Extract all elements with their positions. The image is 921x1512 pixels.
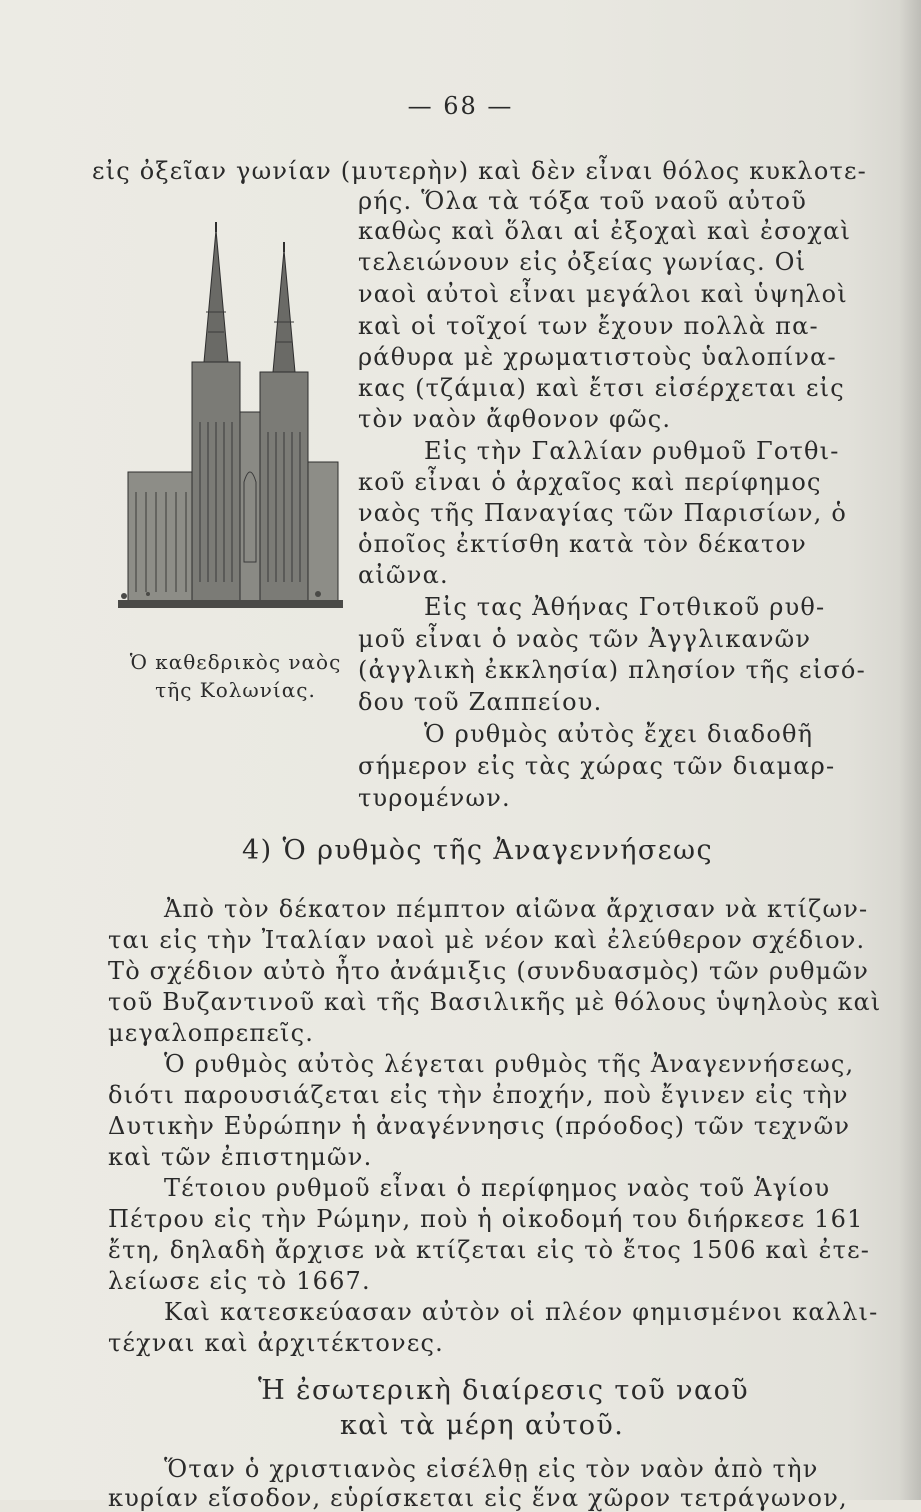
text-line: (ἀγγλικὴ ἐκκλησία) πλησίον τῆς εἰσό- <box>358 656 866 684</box>
text-line: Ἀπὸ τὸν δέκατον πέμπτον αἰῶνα ἄρχισαν νὰ κτίζων- <box>164 895 869 923</box>
text-line: ὁποῖος ἐκτίσθη κατὰ τὸν δέκατον <box>358 530 807 558</box>
text-line: ἔτη, δηλαδὴ ἄρχισε νὰ κτίζεται εἰς τὸ ἔτος 1506 καὶ ἐτε- <box>108 1236 871 1264</box>
text-line: κοῦ εἶναι ὁ ἀρχαῖος καὶ περίφημος <box>358 468 822 496</box>
text-line: Τὸ σχέδιον αὐτὸ ἦτο ἀνάμιξις (συνδυασμὸς) τῶν ρυθμῶν <box>108 957 869 985</box>
text-line: διότι παρουσιάζεται εἰς τὴν ἐποχήν, ποὺ ἔγινεν εἰς τὴν <box>108 1081 849 1109</box>
section-heading-interior-line2: καὶ τὰ μέρη αὐτοῦ. <box>340 1410 625 1441</box>
text-line: Ὅταν ὁ χριστιανὸς εἰσέλθῃ εἰς τὸν ναὸν ἀπὸ τὴν <box>164 1455 819 1483</box>
text-line: αἰῶνα. <box>358 561 449 589</box>
text-line: δου τοῦ Ζαππείου. <box>358 688 603 716</box>
left-nave <box>128 472 192 602</box>
text-line: ναὸς τῆς Παναγίας τῶν Παρισίων, ὁ <box>358 499 847 527</box>
text-line: τὸν ναὸν ἄφθονον φῶς. <box>358 405 672 433</box>
text-line: κας (τζάμια) καὶ ἔτσι εἰσέρχεται εἰς <box>358 374 845 402</box>
ground <box>118 600 343 608</box>
text-line: ράθυρα μὲ χρωματιστοὺς ὑαλοπίνα- <box>358 343 837 371</box>
right-nave <box>308 462 338 602</box>
text-line: Ὁ ρυθμὸς αὐτὸς ἔχει διαδοθῆ <box>424 720 814 748</box>
text-line: μεγαλοπρεπεῖς. <box>108 1019 315 1047</box>
text-line: ρής. Ὅλα τὰ τόξα τοῦ ναοῦ αὐτοῦ <box>358 187 807 215</box>
text-line: λείωσε εἰς τὸ 1667. <box>108 1267 371 1295</box>
text-line: Τέτοιου ρυθμοῦ εἶναι ὁ περίφημος ναὸς τοῦ Ἁγίου <box>164 1174 831 1202</box>
text-line: ται εἰς τὴν Ἰταλίαν ναοὶ μὲ νέον καὶ ἐλεύθερον σχέδιον. <box>108 926 866 954</box>
central-facade <box>240 412 260 602</box>
left-spire <box>204 230 228 362</box>
text-line: τυρομένων. <box>358 784 511 812</box>
right-spire <box>273 250 295 372</box>
text-line: τέχναι καὶ ἀρχιτέκτονες. <box>108 1329 444 1357</box>
text-line: καὶ τῶν ἐπιστημῶν. <box>108 1143 373 1171</box>
section-heading-interior-line1: Ἡ ἐσωτερικὴ διαίρεσις τοῦ ναοῦ <box>258 1375 750 1406</box>
cathedral-illustration <box>108 222 348 634</box>
text-line: καὶ οἱ τοῖχοί των ἔχουν πολλὰ πα- <box>358 312 819 340</box>
text-line: ναοὶ αὐτοὶ εἶναι μεγάλοι καὶ ὑψηλοὶ <box>358 280 848 308</box>
text-line: Καὶ κατεσκεύασαν αὐτὸν οἱ πλέον φημισμένοι καλλι- <box>164 1298 879 1326</box>
text-line: μοῦ εἶναι ὁ ναὸς τῶν Ἀγγλικανῶν <box>358 625 812 653</box>
page-number: — 68 — <box>407 92 514 120</box>
text-line: Δυτικὴν Εὐρώπην ἡ ἀναγέννησις (πρόοδος) τῶν τεχνῶν <box>108 1112 851 1140</box>
text-line: Πέτρου εἰς τὴν Ρώμην, ποὺ ἡ οἰκοδομή του διήρκεσε 161 <box>108 1205 864 1233</box>
text-line: τοῦ Βυζαντινοῦ καὶ τῆς Βασιλικῆς μὲ θόλους ὑψηλοὺς καὶ <box>108 988 882 1016</box>
page-edge-shadow <box>899 0 921 1500</box>
text-line: Εἰς τας Ἀθήνας Γοτθικοῦ ρυθ- <box>424 593 826 621</box>
text-line: καθὼς καὶ ὅλαι αἱ ἐξοχαὶ καὶ ἐσοχαὶ <box>358 217 852 245</box>
text-line: Εἰς τὴν Γαλλίαν ρυθμοῦ Γοτθι- <box>424 437 840 465</box>
text-line: κυρίαν εἴσοδον, εὑρίσκεται εἰς ἕνα χῶρον τετράγωνον, <box>108 1484 848 1512</box>
figure-caption-line2: τῆς Κολωνίας. <box>155 678 316 702</box>
section-heading-renaissance: 4) Ὁ ρυθμὸς τῆς Ἀναγεννήσεως <box>242 835 713 866</box>
figure-caption-line1: Ὁ καθεδρικὸς ναὸς <box>129 650 342 674</box>
text-line: εἰς ὀξεῖαν γωνίαν (μυτερὴν) καὶ δὲν εἶναι θόλος κυκλοτε- <box>92 157 867 185</box>
text-line: Ὁ ρυθμὸς αὐτὸς λέγεται ρυθμὸς τῆς Ἀναγεννήσεως, <box>164 1050 855 1078</box>
text-line: τελειώνουν εἰς ὀξείας γωνίας. Οἱ <box>358 248 807 276</box>
text-line: σήμερον εἰς τὰς χώρας τῶν διαμαρ- <box>358 752 836 780</box>
